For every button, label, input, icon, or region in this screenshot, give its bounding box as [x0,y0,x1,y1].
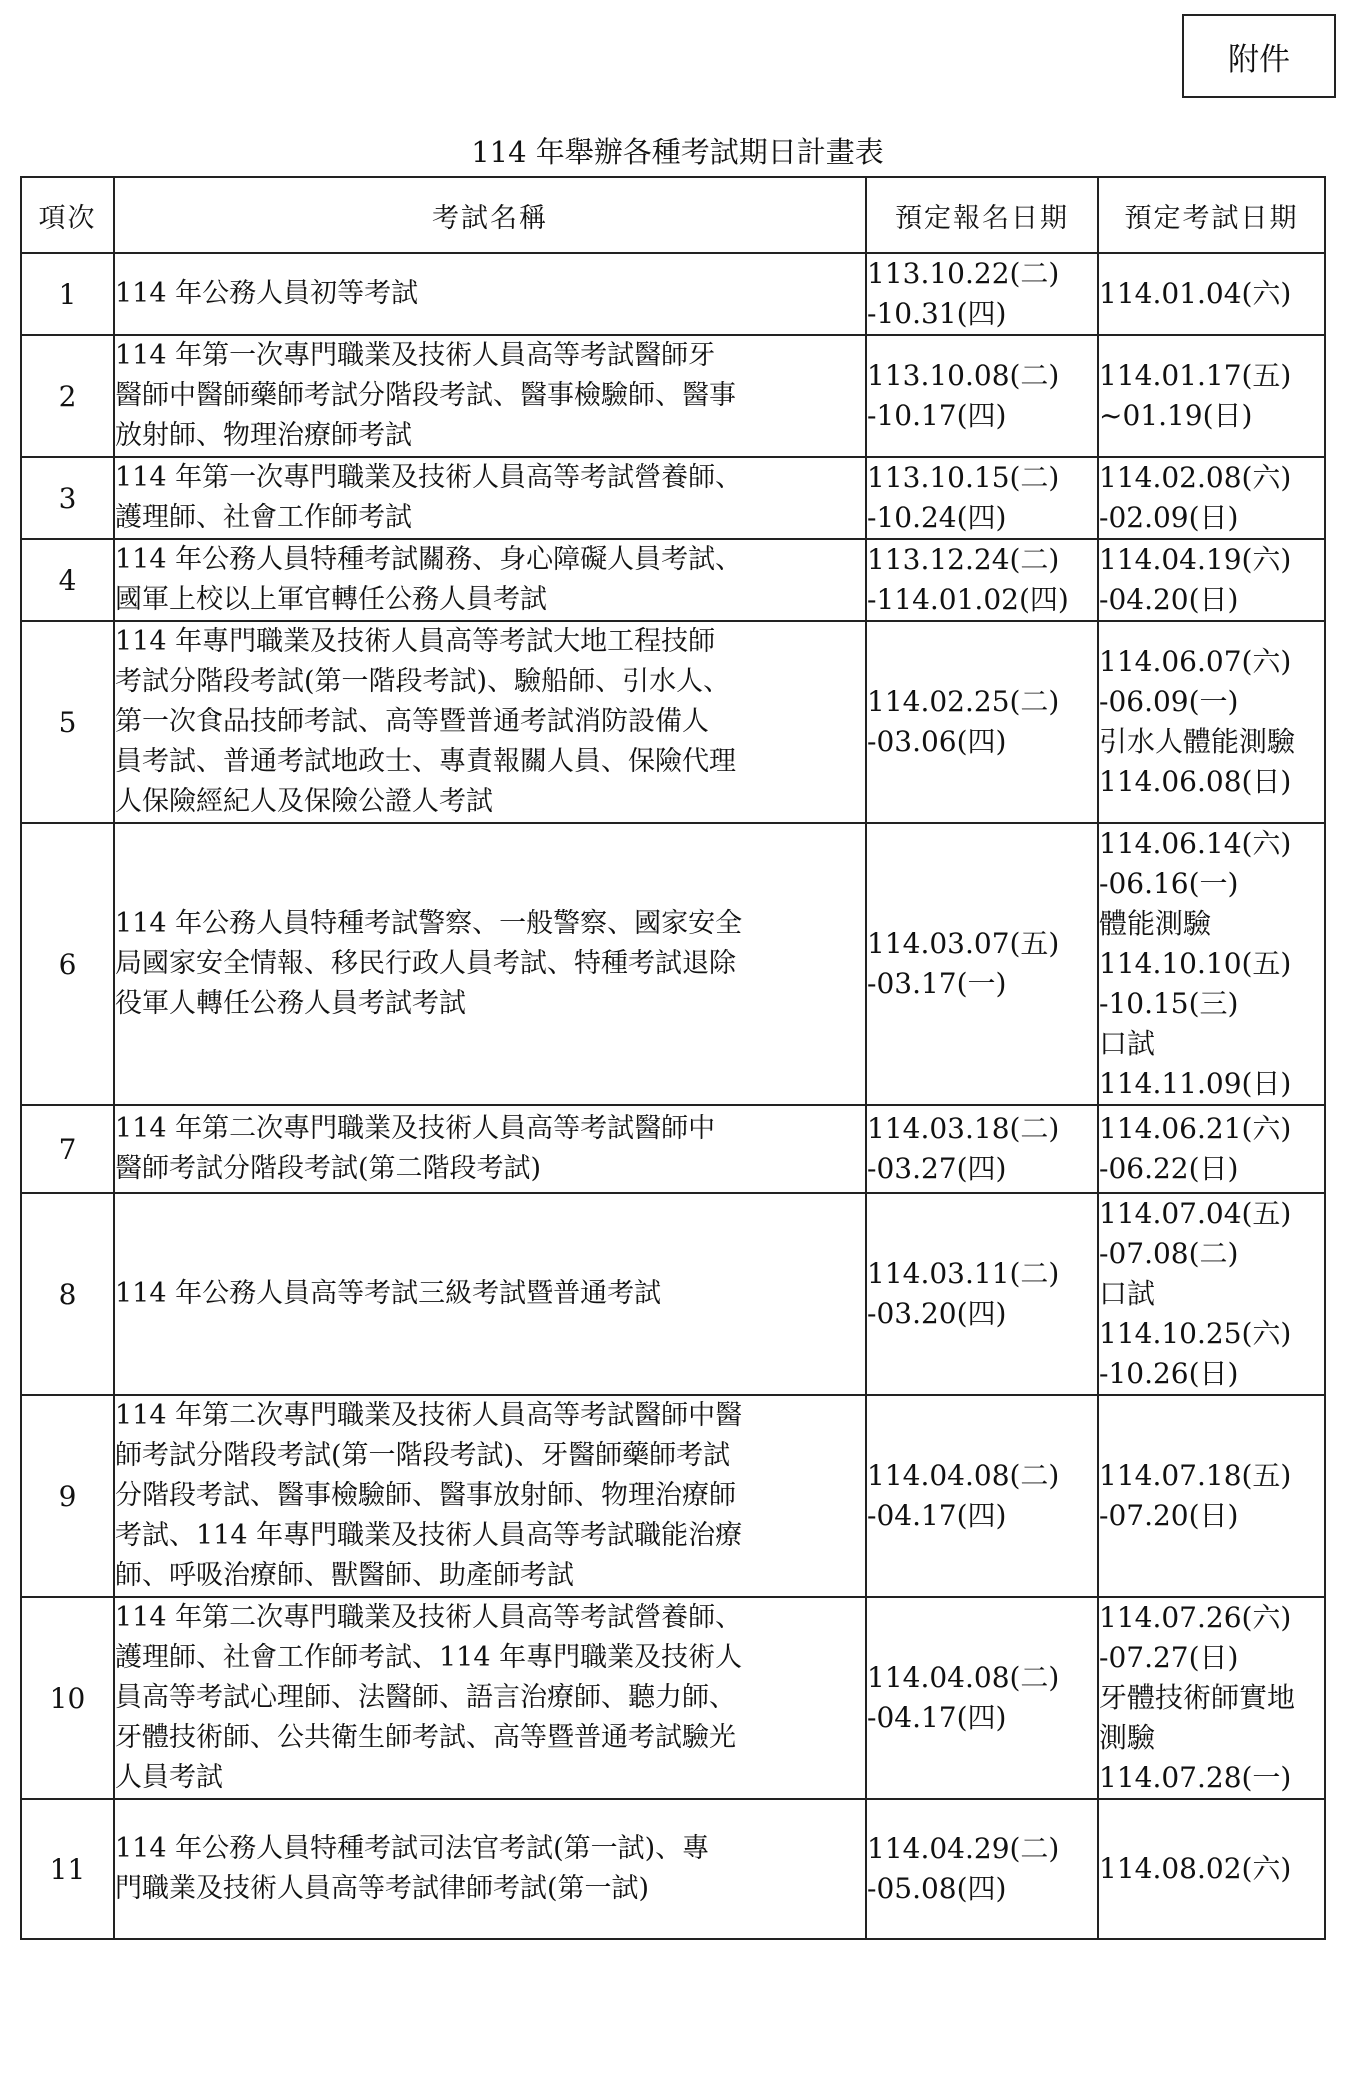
exam-date-line: 114.07.26(六) [1099,1601,1292,1634]
exam-date-cell [1098,457,1325,539]
exam-name-line: 師、呼吸治療師、獸醫師、助產師考試 [115,1560,574,1591]
item-number: 4 [21,539,114,621]
exam-schedule-table [20,176,1326,1940]
table-row [21,1193,1325,1395]
registration-date-line: 113.12.24(二) [867,543,1060,576]
registration-date-line: 114.02.25(二) [867,685,1060,718]
registration-date-cell [866,253,1098,335]
exam-date-line: -07.08(二) [1099,1237,1239,1270]
exam-name-line: 第一次食品技師考試、高等暨普通考試消防設備人 [115,706,709,737]
exam-name-line: 人保險經紀人及保險公證人考試 [115,786,493,817]
registration-date-line: -10.17(四) [867,399,1007,432]
exam-date-line: -06.16(一) [1099,867,1239,900]
registration-date-line: 114.03.18(二) [867,1112,1060,1145]
exam-date-line: ~01.19(日) [1099,399,1253,432]
exam-name-line: 114 年第二次專門職業及技術人員高等考試醫師中醫 [115,1400,743,1431]
registration-date-cell [866,1395,1098,1597]
exam-date-cell [1098,1597,1325,1799]
exam-date-line: -04.20(日) [1099,583,1239,616]
exam-date-line: 114.06.08(日) [1099,765,1292,798]
exam-name-cell [114,253,866,335]
exam-name-line: 分階段考試、醫事檢驗師、醫事放射師、物理治療師 [115,1480,736,1511]
item-number: 5 [21,621,114,823]
registration-date-line: -114.01.02(四) [867,583,1069,616]
exam-date-cell [1098,1395,1325,1597]
registration-date-line: -03.06(四) [867,725,1007,758]
exam-date-line: -10.15(三) [1099,987,1239,1020]
table-row [21,335,1325,457]
exam-date-line: 體能測驗 [1099,907,1212,940]
exam-date-line: 測驗 [1099,1721,1156,1754]
exam-name-line: 114 年第一次專門職業及技術人員高等考試營養師、 [115,462,743,493]
exam-date-line: 牙體技術師實地 [1099,1681,1296,1714]
exam-name-cell [114,1395,866,1597]
registration-date-cell [866,1597,1098,1799]
item-number: 11 [21,1799,114,1939]
registration-date-line: -03.27(四) [867,1152,1007,1185]
registration-date-line: 113.10.22(二) [867,257,1060,290]
registration-date-line: -05.08(四) [867,1872,1007,1905]
exam-name-line: 114 年第一次專門職業及技術人員高等考試醫師牙 [115,340,716,371]
exam-date-line: 114.07.28(一) [1099,1761,1292,1794]
exam-date-line: 114.04.19(六) [1099,543,1292,576]
exam-date-line: 114.01.17(五) [1099,359,1292,392]
exam-name-cell [114,1193,866,1395]
item-number: 2 [21,335,114,457]
exam-name-line: 國軍上校以上軍官轉任公務人員考試 [115,584,547,615]
exam-name-line: 考試、114 年專門職業及技術人員高等考試職能治療 [115,1520,743,1551]
exam-date-line: 114.06.07(六) [1099,645,1292,678]
registration-date-line: -04.17(四) [867,1499,1007,1532]
exam-name-line: 114 年第二次專門職業及技術人員高等考試醫師中 [115,1113,716,1144]
exam-date-cell [1098,1193,1325,1395]
exam-date-line: 114.02.08(六) [1099,461,1292,494]
exam-name-line: 員高等考試心理師、法醫師、語言治療師、聽力師、 [115,1682,736,1713]
table-header-row [21,177,1325,253]
registration-date-cell [866,621,1098,823]
exam-name-line: 牙體技術師、公共衛生師考試、高等暨普通考試驗光 [115,1722,736,1753]
exam-name-line: 114 年公務人員特種考試關務、身心障礙人員考試、 [115,544,743,575]
exam-date-cell [1098,823,1325,1105]
header-exam-date: 預定考試日期 [1098,177,1325,253]
registration-date-cell [866,539,1098,621]
registration-date-line: -03.20(四) [867,1297,1007,1330]
registration-date-cell [866,457,1098,539]
exam-date-cell [1098,539,1325,621]
item-number: 3 [21,457,114,539]
registration-date-line: 114.04.08(二) [867,1459,1060,1492]
table-row [21,253,1325,335]
registration-date-line: -10.24(四) [867,501,1007,534]
exam-name-line: 114 年公務人員特種考試警察、一般警察、國家安全 [115,908,743,939]
registration-date-cell [866,335,1098,457]
exam-date-line: 114.10.25(六) [1099,1317,1292,1350]
exam-name-line: 考試分階段考試(第一階段考試)、驗船師、引水人、 [115,666,731,697]
exam-name-line: 護理師、社會工作師考試、114 年專門職業及技術人 [115,1642,743,1673]
registration-date-line: 114.04.08(二) [867,1661,1060,1694]
document-title: 114 年舉辦各種考試期日計畫表 [471,135,884,169]
table-row [21,457,1325,539]
exam-name-line: 門職業及技術人員高等考試律師考試(第一試) [115,1873,650,1904]
registration-date-cell [866,823,1098,1105]
exam-name-line: 醫師中醫師藥師考試分階段考試、醫事檢驗師、醫事 [115,380,736,411]
header-item-no: 項次 [21,177,114,253]
item-number: 1 [21,253,114,335]
table-row [21,823,1325,1105]
exam-name-line: 114 年專門職業及技術人員高等考試大地工程技師 [115,626,716,657]
exam-name-cell [114,457,866,539]
exam-name-line: 醫師考試分階段考試(第二階段考試) [115,1153,542,1184]
exam-name-line: 護理師、社會工作師考試 [115,502,412,533]
registration-date-line: 114.04.29(二) [867,1832,1060,1865]
exam-name-line: 局國家安全情報、移民行政人員考試、特種考試退除 [115,948,736,979]
table-row [21,1395,1325,1597]
registration-date-line: -03.17(一) [867,967,1007,1000]
registration-date-line: -10.31(四) [867,297,1007,330]
table-row [21,1105,1325,1193]
exam-date-line: 口試 [1099,1277,1156,1310]
exam-date-line: 引水人體能測驗 [1099,725,1296,758]
registration-date-line: -04.17(四) [867,1701,1007,1734]
exam-name-cell [114,621,866,823]
table-row [21,539,1325,621]
exam-date-line: 114.11.09(日) [1099,1067,1292,1100]
exam-name-line: 員考試、普通考試地政士、專責報關人員、保險代理 [115,746,736,777]
exam-name-line: 放射師、物理治療師考試 [115,420,412,451]
exam-name-cell [114,335,866,457]
exam-name-line: 114 年第二次專門職業及技術人員高等考試營養師、 [115,1602,743,1633]
attachment-label: 附件 [1228,41,1290,78]
exam-date-cell [1098,1799,1325,1939]
exam-name-line: 人員考試 [115,1762,223,1793]
exam-name-line: 114 年公務人員高等考試三級考試暨普通考試 [115,1278,662,1309]
table-row [21,1597,1325,1799]
exam-date-line: -10.26(日) [1099,1357,1239,1390]
registration-date-line: 114.03.11(二) [867,1257,1060,1290]
item-number: 7 [21,1105,114,1193]
item-number: 8 [21,1193,114,1395]
header-exam-name: 考試名稱 [114,177,866,253]
exam-date-line: -06.22(日) [1099,1152,1239,1185]
exam-date-line: 114.06.14(六) [1099,827,1292,860]
exam-name-cell [114,539,866,621]
exam-date-line: 114.06.21(六) [1099,1112,1292,1145]
registration-date-cell [866,1799,1098,1939]
exam-date-line: 114.08.02(六) [1099,1852,1292,1885]
exam-date-line: -07.27(日) [1099,1641,1239,1674]
table-body [21,253,1325,1939]
exam-name-line: 114 年公務人員特種考試司法官考試(第一試)、專 [115,1833,710,1864]
table-row [21,621,1325,823]
registration-date-line: 113.10.08(二) [867,359,1060,392]
exam-name-cell [114,1105,866,1193]
item-number: 6 [21,823,114,1105]
exam-date-line: 114.10.10(五) [1099,947,1292,980]
registration-date-cell [866,1193,1098,1395]
registration-date-line: 113.10.15(二) [867,461,1060,494]
item-number: 9 [21,1395,114,1597]
attachment-label-box [1182,14,1336,98]
exam-name-line: 役軍人轉任公務人員考試考試 [115,988,466,1019]
exam-date-cell [1098,335,1325,457]
exam-date-line: 口試 [1099,1027,1156,1060]
exam-name-line: 師考試分階段考試(第一階段考試)、牙醫師藥師考試 [115,1440,731,1471]
exam-date-cell [1098,1105,1325,1193]
exam-date-line: -02.09(日) [1099,501,1239,534]
table-row [21,1799,1325,1939]
exam-date-line: -07.20(日) [1099,1499,1239,1532]
exam-name-cell [114,823,866,1105]
exam-date-line: 114.01.04(六) [1099,277,1292,310]
registration-date-line: 114.03.07(五) [867,927,1060,960]
exam-date-line: 114.07.04(五) [1099,1197,1292,1230]
header-registration-date: 預定報名日期 [866,177,1098,253]
exam-date-line: 114.07.18(五) [1099,1459,1292,1492]
exam-name-line: 114 年公務人員初等考試 [115,278,419,309]
exam-date-cell [1098,253,1325,335]
exam-name-cell [114,1799,866,1939]
exam-date-line: -06.09(一) [1099,685,1239,718]
exam-name-cell [114,1597,866,1799]
registration-date-cell [866,1105,1098,1193]
exam-date-cell [1098,621,1325,823]
item-number: 10 [21,1597,114,1799]
